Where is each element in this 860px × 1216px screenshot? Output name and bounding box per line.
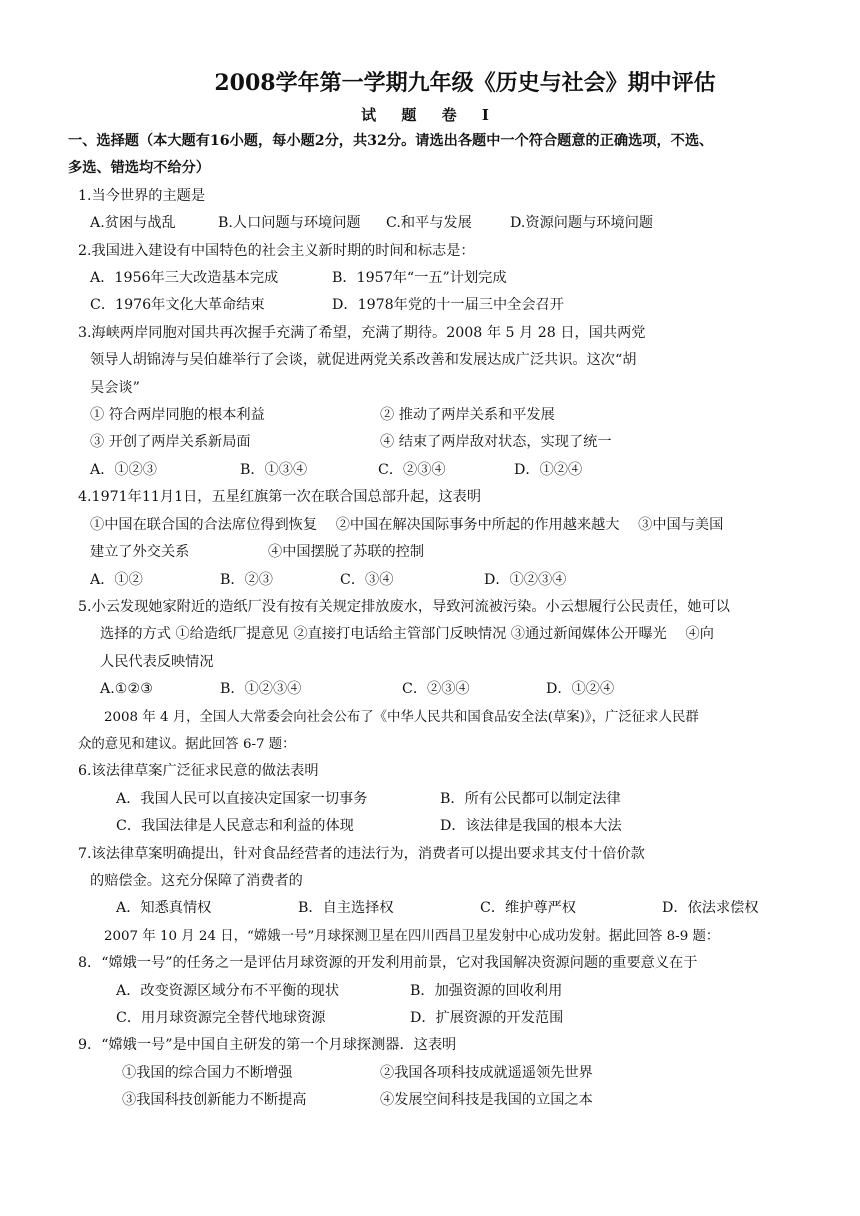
question-2-options-row1 xyxy=(78,265,808,292)
q6-option-c: C．我国法律是人民意志和利益的体现 xyxy=(116,818,354,835)
q4-option-b: B．②③ xyxy=(220,571,273,588)
q5-option-a: A.①②③ xyxy=(100,681,153,698)
question-7-stem-cont: 的赔偿金。这充分保障了消费者的 xyxy=(90,872,303,889)
q4-item-4: ④中国摆脱了苏联的控制 xyxy=(268,544,425,561)
section-heading-cont: 多选、错选均不给分） xyxy=(68,160,210,177)
page-subtitle: 试 题 卷 I xyxy=(361,106,499,124)
q2-option-a: A．1956年三大改造基本完成 xyxy=(90,270,279,287)
question-3-options xyxy=(78,457,808,484)
exam-body xyxy=(68,128,808,1115)
q9-item-3: ③我国科技创新能力不断提高 xyxy=(122,1092,307,1109)
q8-option-b: B．加强资源的回收利用 xyxy=(410,982,563,999)
page-title: 2008学年第一学期九年级《历史与社会》期中评估 xyxy=(214,70,716,96)
material-1-cont: 众的意见和建议。据此回答 6-7 题： xyxy=(78,736,296,752)
q3-option-b: B．①③④ xyxy=(240,461,308,478)
question-4-items-row1: ①中国在联合国的合法席位得到恢复 ②中国在解决国际事务中所起的作用越来越大 ③中国与美国 xyxy=(90,516,724,533)
question-3-items-row1 xyxy=(78,402,808,429)
q6-option-d: D．该法律是我国的根本大法 xyxy=(440,818,622,835)
question-1-stem: 1.当今世界的主题是 xyxy=(78,187,206,204)
q6-option-b: B．所有公民都可以制定法律 xyxy=(440,790,621,807)
question-9-items-row2 xyxy=(78,1087,808,1114)
question-5-stem-cont: 选择的方式 ①给造纸厂提意见 ②直接打电话给主管部门反映情况 ③通过新闻媒体公开曝光 ④向 xyxy=(100,626,714,643)
q3-item-3: ③ 开创了两岸关系新局面 xyxy=(90,434,251,451)
question-3-stem: 3.海峡两岸同胞对国共再次握手充满了希望，充满了期待。2008 年 5 月 28 日，国共两党 xyxy=(78,324,646,341)
q8-option-c: C．用月球资源完全替代地球资源 xyxy=(116,1010,326,1026)
q8-option-d: D．扩展资源的开发范围 xyxy=(410,1010,564,1026)
q8-option-a: A．改变资源区域分布不平衡的现状 xyxy=(116,982,340,999)
q5-option-d: D．①②④ xyxy=(546,681,615,698)
q7-option-a: A．知悉真情权 xyxy=(116,900,212,917)
question-3-stem-end: 吴会谈” xyxy=(90,379,140,396)
q1-option-d: D.资源问题与环境问题 xyxy=(510,215,654,232)
section-heading: 一、选择题（本大题有16小题，每小题2分，共32分。请选出各题中一个符合题意的正确选项，不选、 xyxy=(68,133,714,149)
q1-option-c: C.和平与发展 xyxy=(386,215,472,232)
question-6-options-row2 xyxy=(78,813,808,840)
question-6-options-row1 xyxy=(78,786,808,813)
q1-option-a: A.贫困与战乱 xyxy=(90,215,176,232)
q3-item-4: ④ 结束了两岸敌对状态，实现了统一 xyxy=(380,434,612,451)
q3-item-1: ① 符合两岸同胞的根本利益 xyxy=(90,407,265,424)
question-9-stem: 9．“嫦娥一号”是中国自主研发的第一个月球探测器．这表明 xyxy=(78,1037,457,1054)
q7-option-c: C．维护尊严权 xyxy=(480,900,576,917)
question-2-stem: 2.我国进入建设有中国特色的社会主义新时期的时间和标志是： xyxy=(78,242,475,259)
question-5-stem-end: 人民代表反映情况 xyxy=(100,653,214,670)
q7-option-b: B．自主选择权 xyxy=(298,900,394,917)
q4-item-1-cont: 建立了外交关系 xyxy=(90,544,190,561)
q3-option-c: C．②③④ xyxy=(378,461,446,478)
question-7-stem: 7.该法律草案明确提出，针对食品经营者的违法行为，消费者可以提出要求其支付十倍价款 xyxy=(78,845,645,862)
q2-option-b: B．1957年“一五”计划完成 xyxy=(332,270,507,287)
question-5-stem: 5.小云发现她家附近的造纸厂没有按有关规定排放废水，导致河流被污染。小云想履行公民责任，她可以 xyxy=(78,598,730,615)
question-8-stem: 8．“嫦娥一号”的任务之一是评估月球资源的开发利用前景，它对我国解决资源问题的重要意义在于 xyxy=(78,955,698,972)
question-8-options-row2 xyxy=(78,1005,808,1032)
question-9-items-row1 xyxy=(78,1060,808,1087)
q1-option-b: B.人口问题与环境问题 xyxy=(218,215,361,232)
question-1-options xyxy=(78,210,808,237)
question-3-items-row2 xyxy=(78,429,808,456)
q5-option-c: C．②③④ xyxy=(402,681,470,698)
q3-option-a: A．①②③ xyxy=(90,461,157,478)
q2-option-d: D．1978年党的十一届三中全会召开 xyxy=(332,297,564,314)
question-2-options-row2 xyxy=(78,292,808,319)
q3-item-2: ② 推动了两岸关系和平发展 xyxy=(380,407,555,424)
q4-option-d: D．①②③④ xyxy=(484,571,567,588)
question-7-options xyxy=(78,895,808,922)
q4-option-a: A．①② xyxy=(90,571,143,588)
q4-option-c: C．③④ xyxy=(340,571,394,588)
question-6-stem: 6.该法律草案广泛征求民意的做法表明 xyxy=(78,763,319,780)
q9-item-4: ④发展空间科技是我国的立国之本 xyxy=(380,1092,593,1109)
q3-option-d: D．①②④ xyxy=(514,461,583,478)
q9-item-1: ①我国的综合国力不断增强 xyxy=(122,1064,293,1081)
question-4-options xyxy=(78,567,808,594)
question-4-stem: 4.1971年11月1日，五星红旗第一次在联合国总部升起，这表明 xyxy=(78,489,482,506)
q7-option-d: D．依法求偿权 xyxy=(662,900,759,917)
question-5-options xyxy=(78,676,808,703)
material-2: 2007 年 10 月 24 日，“嫦娥一号”月球探测卫星在四川西昌卫星发射中心成功发射。据此回答 8-9 题： xyxy=(104,928,720,944)
q5-option-b: B．①②③④ xyxy=(220,681,302,698)
material-1: 2008 年 4 月，全国人大常委会向社会公布了《中华人民共和国食品安全法(草案)》，广泛征求人民群 xyxy=(104,709,699,725)
q9-item-2: ②我国各项科技成就遥遥领先世界 xyxy=(380,1064,593,1081)
question-4-items-row2 xyxy=(78,539,808,566)
q2-option-c: C．1976年文化大革命结束 xyxy=(90,297,265,314)
q6-option-a: A．我国人民可以直接决定国家一切事务 xyxy=(116,790,368,807)
question-3-stem-cont: 领导人胡锦涛与吴伯雄举行了会谈，就促进两党关系改善和发展达成广泛共识。这次“胡 xyxy=(90,352,637,369)
question-8-options-row1 xyxy=(78,978,808,1005)
